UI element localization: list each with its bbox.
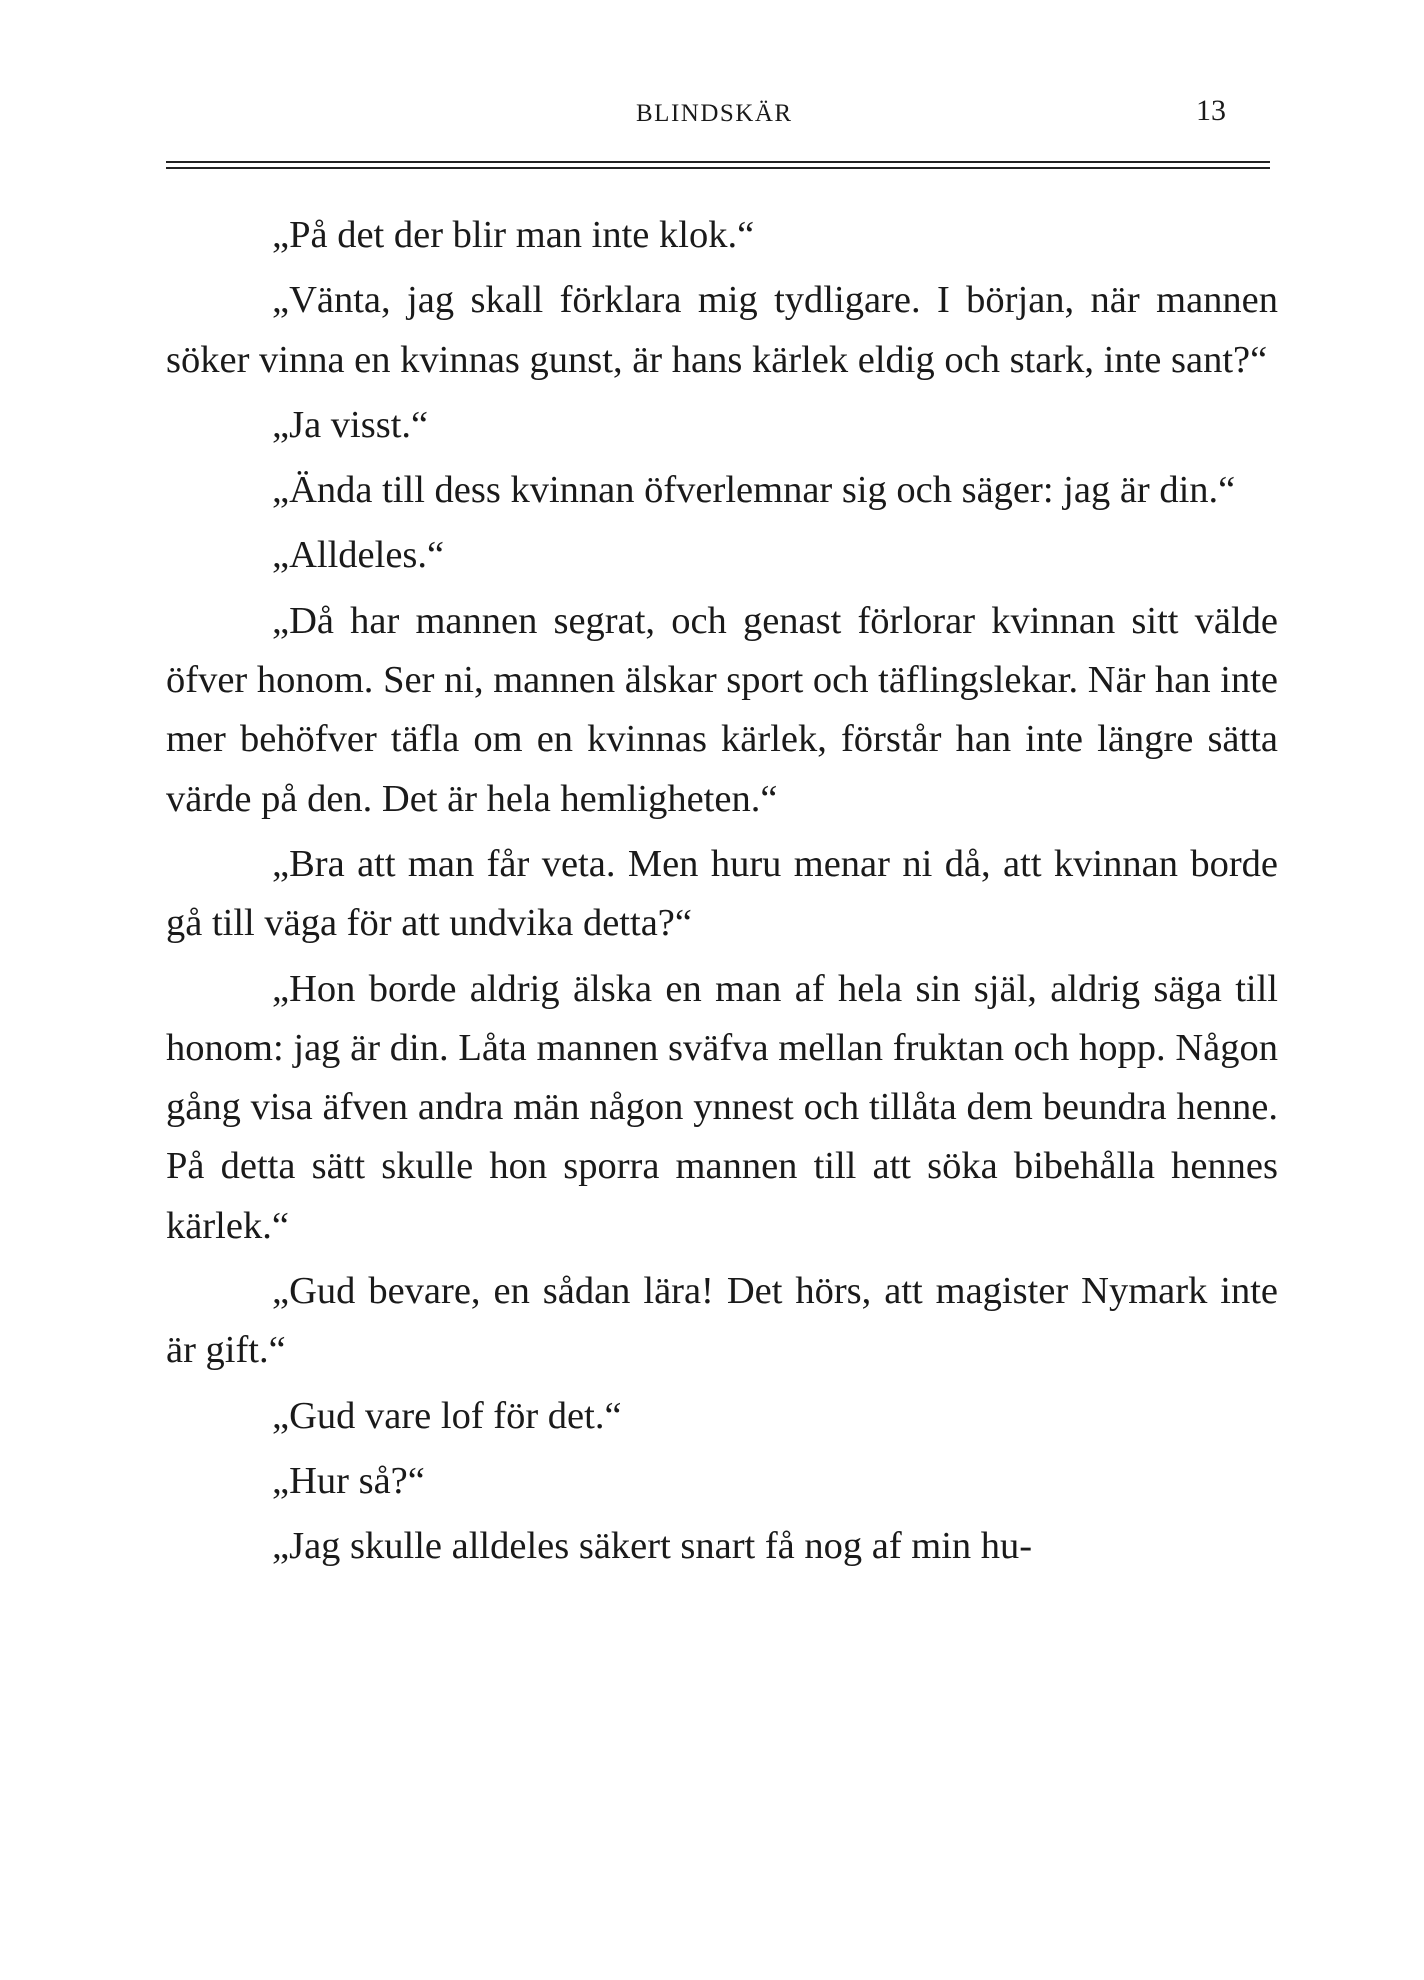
paragraph: „Jag skulle alldeles säkert snart få nog af min hu- <box>272 1525 1033 1568</box>
body-text <box>166 206 1278 1577</box>
page-number: 13 <box>1196 94 1226 127</box>
header-rule-bottom <box>166 167 1270 169</box>
paragraph: „Hur så?“ <box>272 1459 425 1502</box>
paragraph: „Vänta, jag skall förklara mig tydligare. I början, när mannen söker vinna en kvinnas gunst, är hans kärlek eldig och stark, inte sant?“ <box>166 279 1278 381</box>
paragraph: „Alldeles.“ <box>272 534 445 577</box>
paragraph: „Gud vare lof för det.“ <box>272 1394 622 1437</box>
paragraph: „Gud bevare, en sådan lära! Det hörs, att magister Nymark inte är gift.“ <box>166 1270 1278 1372</box>
header-rule-top <box>166 161 1270 163</box>
paragraph: „Hon borde aldrig älska en man af hela sin själ, aldrig säga till honom: jag är din. Låta mannen sväfva mellan fruktan och hopp. Någon gång visa äfven andra män någon ynnest och tillåta dem beundra henne. På detta sätt skulle hon sporra mannen till att söka bibehålla hennes kärlek.“ <box>166 967 1278 1247</box>
running-title: BLINDSKÄR <box>636 100 793 127</box>
paragraph: „Ända till dess kvinnan öfverlemnar sig och säger: jag är din.“ <box>272 469 1236 512</box>
paragraph: „Bra att man får veta. Men huru menar ni då, att kvinnan borde gå till väga för att undvika detta?“ <box>166 842 1278 945</box>
paragraph: „På det der blir man inte klok.“ <box>272 214 755 256</box>
paragraph: „Ja visst.“ <box>272 403 429 446</box>
paragraph: „Då har mannen segrat, och genast förlorar kvinnan sitt välde öfver honom. Ser ni, mannen älskar sport och täflingslekar. När han inte mer behöfver täfla om en kvinnas kärlek, förstår han inte längre sätta värde på den. Det är hela hemligheten.“ <box>166 599 1278 820</box>
